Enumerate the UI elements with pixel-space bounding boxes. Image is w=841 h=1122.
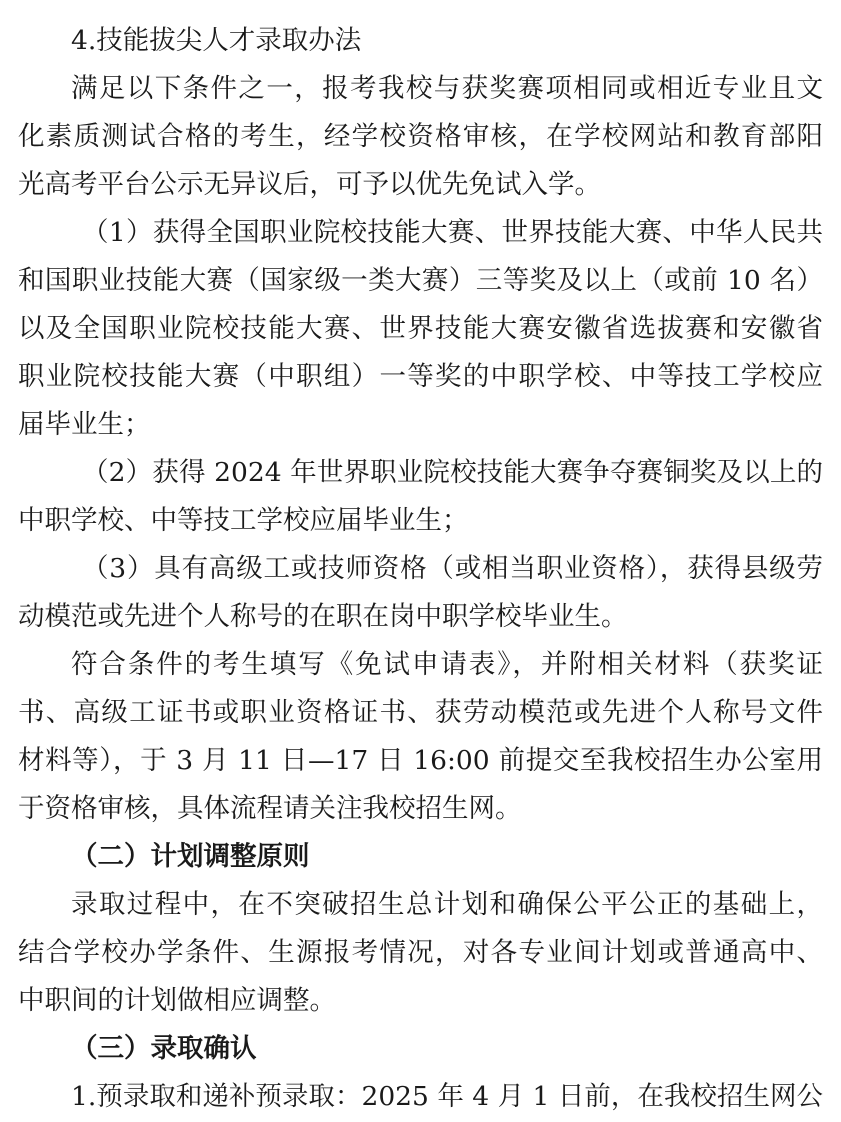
conditions-intro-line-2: 化素质测试合格的考生，经学校资格审核，在学校网站和教育部阳 xyxy=(18,121,823,152)
condition-3-line-1: （3）具有高级工或技师资格（或相当职业资格），获得县级劳 xyxy=(82,553,823,584)
section-4-title: 4.技能拔尖人才录取办法 xyxy=(71,25,362,56)
application-line-2: 书、高级工证书或职业资格证书、获劳动模范或先进个人称号文件 xyxy=(18,697,823,728)
condition-1-line-1: （1）获得全国职业院校技能大赛、世界技能大赛、中华人民共 xyxy=(82,217,823,248)
condition-1-line-4: 职业院校技能大赛（中职组）一等奖的中职学校、中等技工学校应 xyxy=(18,361,823,392)
condition-2-line-2: 中职学校、中等技工学校应届毕业生； xyxy=(18,505,469,536)
plan-adjustment-line-3: 中职间的计划做相应调整。 xyxy=(18,985,336,1016)
plan-adjustment-line-2: 结合学校办学条件、生源报考情况，对各专业间计划或普通高中、 xyxy=(18,937,823,968)
conditions-intro-line-1: 满足以下条件之一，报考我校与获奖赛项相同或相近专业且文 xyxy=(71,73,823,104)
plan-adjustment-line-1: 录取过程中，在不突破招生总计划和确保公平公正的基础上， xyxy=(71,889,823,920)
application-line-1: 符合条件的考生填写《免试申请表》，并附相关材料（获奖证 xyxy=(71,649,823,680)
condition-1-line-5: 届毕业生； xyxy=(18,409,151,440)
plan-adjustment-heading: （二）计划调整原则 xyxy=(71,841,310,872)
conditions-intro-line-3: 光高考平台公示无异议后，可予以优先免试入学。 xyxy=(18,169,601,200)
condition-2-line-1: （2）获得 2024 年世界职业院校技能大赛争夺赛铜奖及以上的 xyxy=(82,457,823,488)
application-line-4: 于资格审核，具体流程请关注我校招生网。 xyxy=(18,793,522,824)
condition-1-line-2: 和国职业技能大赛（国家级一类大赛）三等奖及以上（或前 10 名） xyxy=(18,265,823,296)
application-line-3: 材料等），于 3 月 11 日—17 日 16:00 前提交至我校招生办公室用 xyxy=(18,745,823,776)
condition-1-line-3: 以及全国职业院校技能大赛、世界技能大赛安徽省选拔赛和安徽省 xyxy=(18,313,823,344)
pre-admission-line-1: 1.预录取和递补预录取：2025 年 4 月 1 日前，在我校招生网公 xyxy=(71,1081,823,1112)
condition-3-line-2: 动模范或先进个人称号的在职在岗中职学校毕业生。 xyxy=(18,601,628,632)
admission-confirmation-heading: （三）录取确认 xyxy=(71,1033,257,1064)
